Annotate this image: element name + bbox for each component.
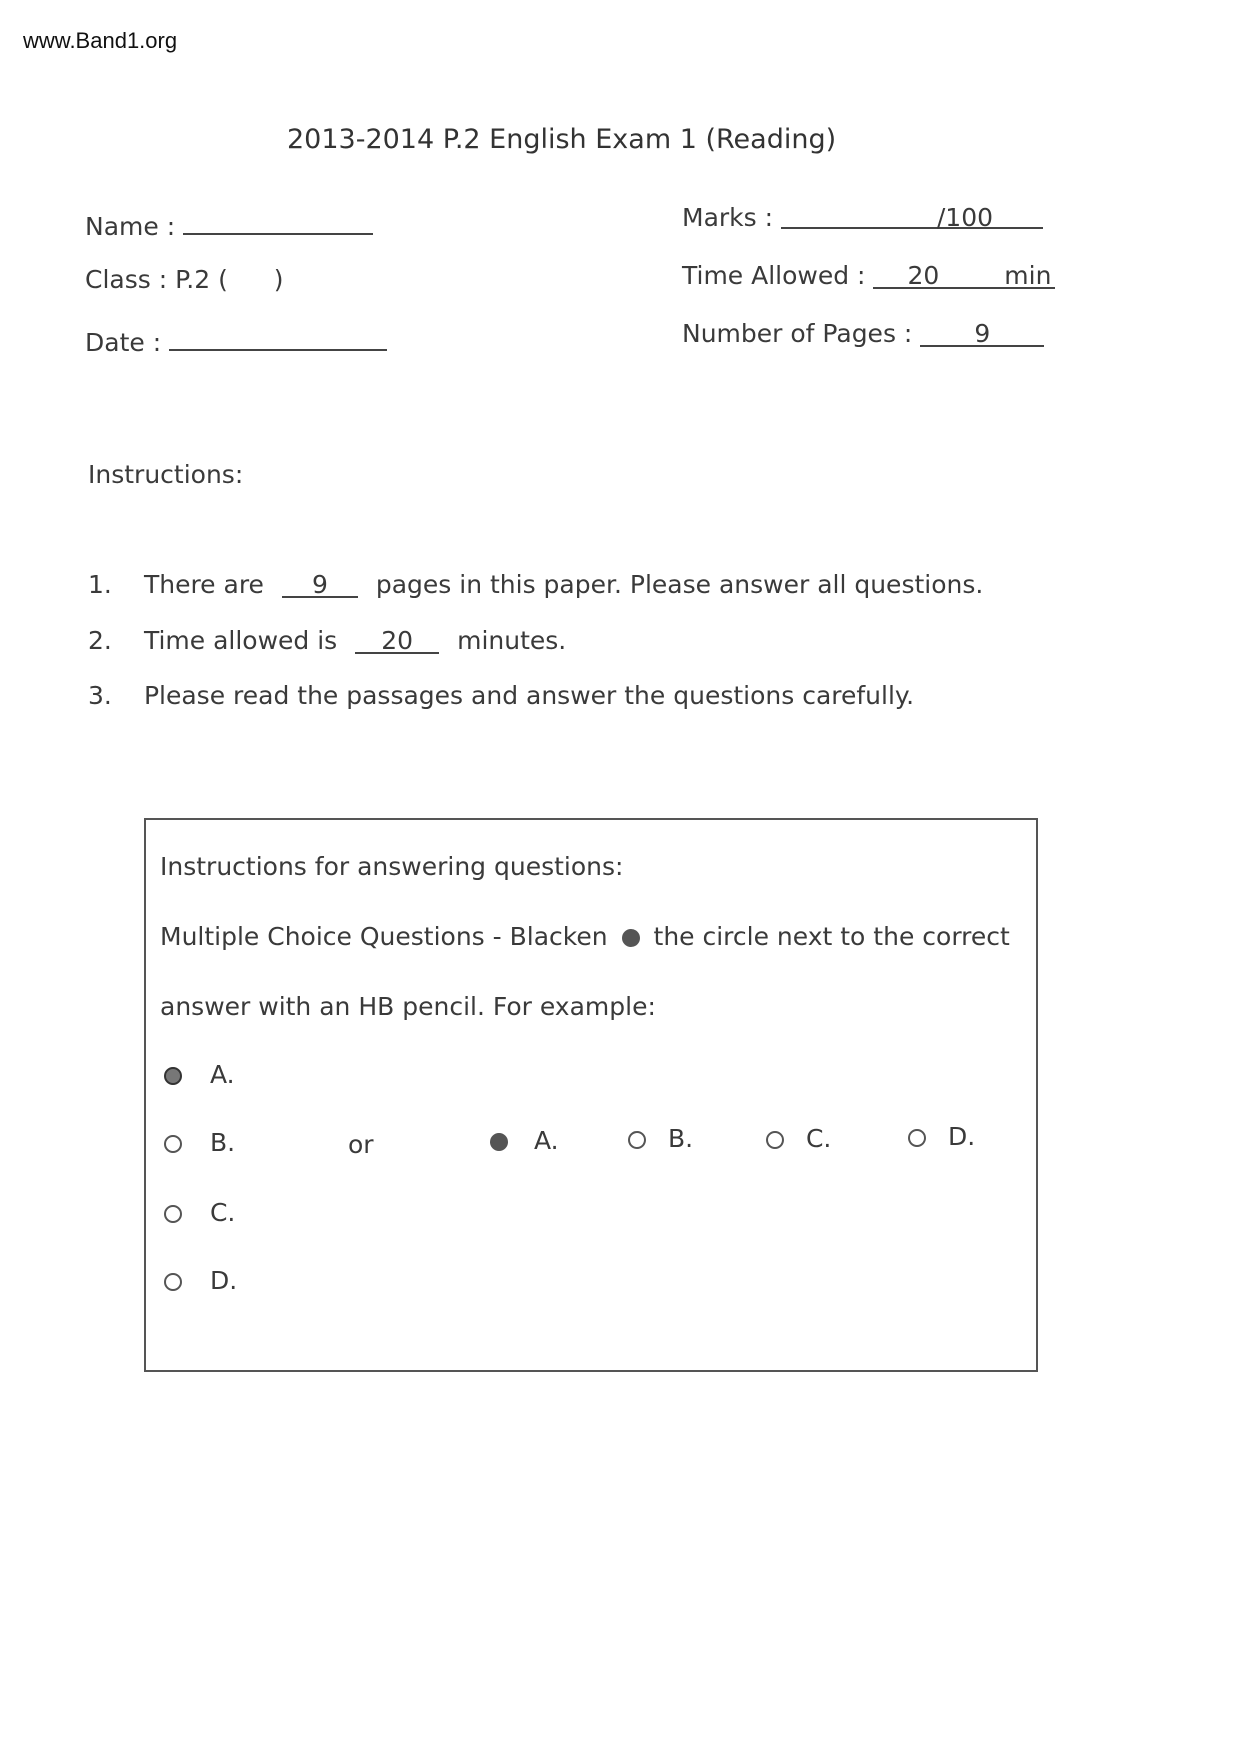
filled-circle-icon <box>490 1133 508 1151</box>
example-option <box>164 1266 237 1295</box>
name-row <box>85 207 373 241</box>
filled-circle-icon <box>164 1067 182 1085</box>
instruction-text: Please read the passages and answer the questions carefully. <box>143 681 915 710</box>
instruction-text: pages in this paper. Please answer all questions. <box>375 570 984 599</box>
watermark: www.Band1.org <box>23 28 178 53</box>
empty-circle-icon <box>908 1129 926 1147</box>
time-row <box>682 261 1055 290</box>
class-label: Class : P.2 ( <box>85 265 228 294</box>
option-label: C. <box>209 1198 236 1227</box>
class-row <box>85 265 284 294</box>
pages-label: Number of Pages : <box>682 319 913 348</box>
instruction-item <box>88 570 983 599</box>
example-option <box>628 1124 693 1153</box>
date-field[interactable] <box>169 323 387 351</box>
example-option <box>766 1124 831 1153</box>
box-text: Multiple Choice Questions - Blacken <box>160 922 608 951</box>
option-label: A. <box>533 1126 559 1155</box>
empty-circle-icon <box>628 1131 646 1149</box>
instruction-number: 3. <box>88 681 112 710</box>
example-option <box>164 1128 235 1157</box>
example-option <box>490 1126 559 1155</box>
empty-circle-icon <box>164 1273 182 1291</box>
option-label: C. <box>805 1124 832 1153</box>
time-unit: min <box>1004 261 1052 290</box>
time-value: 20 <box>907 261 940 290</box>
instruction-number: 2. <box>88 626 112 655</box>
class-close: ) <box>273 265 284 294</box>
time-label: Time Allowed : <box>682 261 866 290</box>
date-row <box>85 323 387 357</box>
name-label: Name : <box>85 212 176 241</box>
instruction-blank: 20 <box>355 626 439 654</box>
instruction-blank: 9 <box>282 570 358 598</box>
option-label: B. <box>209 1128 236 1157</box>
answer-instructions-box <box>144 818 1038 1372</box>
box-text: the circle next to the correct <box>653 922 1010 951</box>
marks-row <box>682 203 1043 232</box>
empty-circle-icon <box>164 1135 182 1153</box>
box-line-1 <box>160 922 1010 951</box>
empty-circle-icon <box>766 1131 784 1149</box>
empty-circle-icon <box>164 1205 182 1223</box>
name-field[interactable] <box>183 207 373 235</box>
instruction-item <box>88 626 566 655</box>
date-label: Date : <box>85 328 162 357</box>
pages-row <box>682 319 1044 348</box>
instruction-text: There are <box>143 570 264 599</box>
option-label: D. <box>947 1122 976 1151</box>
instruction-item <box>88 681 914 710</box>
marks-field[interactable]: /100 <box>781 203 1043 229</box>
marks-label: Marks : <box>682 203 774 232</box>
filled-circle-icon <box>622 929 640 947</box>
instruction-number: 1. <box>88 570 112 599</box>
option-label: A. <box>209 1060 235 1089</box>
pages-field: 9 <box>920 319 1044 347</box>
example-option <box>164 1060 235 1089</box>
page-title: 2013-2014 P.2 English Exam 1 (Reading) <box>287 124 837 155</box>
box-heading: Instructions for answering questions: <box>160 852 624 881</box>
or-text: or <box>348 1130 374 1159</box>
example-option <box>164 1198 235 1227</box>
instruction-text: minutes. <box>457 626 567 655</box>
time-field <box>873 261 1055 289</box>
instructions-heading: Instructions: <box>88 460 244 489</box>
example-option <box>908 1122 975 1151</box>
instruction-text: Time allowed is <box>143 626 338 655</box>
box-line-2: answer with an HB pencil. For example: <box>160 992 656 1021</box>
option-label: B. <box>667 1124 694 1153</box>
option-label: D. <box>209 1266 238 1295</box>
